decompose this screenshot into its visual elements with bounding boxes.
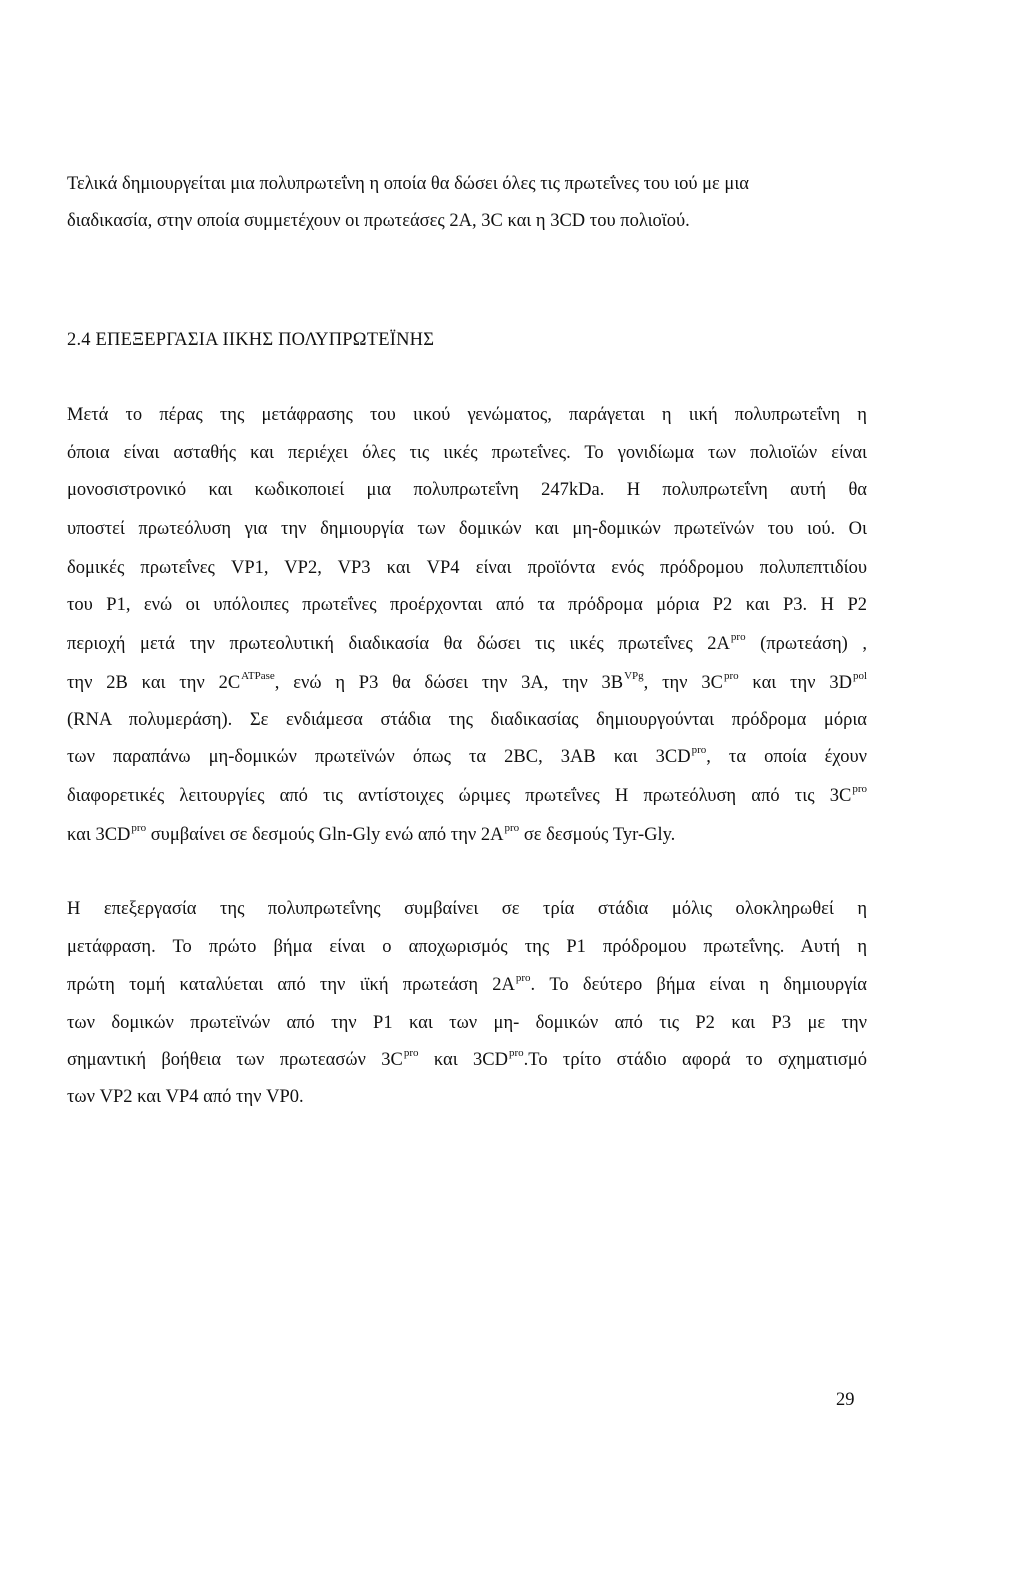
p2line5-text-b: και 3CD	[418, 1050, 508, 1070]
p2line5-sup-pro-1: pro	[403, 1047, 419, 1059]
paragraph2-line-5	[67, 1047, 867, 1071]
paragraph2-line-1: Η επεξεργασία της πολυπρωτεΐνης συμβαίνει σε τρία στάδια μόλις ολοκληρωθεί η	[67, 899, 867, 919]
p2line5-sup-pro-2: pro	[509, 1047, 524, 1059]
line8-text-b: , ενώ η P3 θα δώσει την 3A, την 3B	[274, 673, 624, 693]
paragraph2-line-3	[67, 972, 867, 996]
line8-sup-pro: pro	[723, 670, 739, 682]
p2line3-text-a: πρώτη τομή καταλύεται από την ιϊκή πρωτεάση 2A	[67, 975, 515, 995]
paragraph1-line-12	[67, 822, 676, 846]
line8-sup-pol: pol	[852, 670, 867, 682]
line12-text-a: και 3CD	[67, 825, 131, 845]
line8-text-d: και την 3D	[738, 673, 852, 693]
line10-text-a: των παραπάνω μη-δομικών πρωτεϊνών όπως τα 2BC, 3AB και 3CD	[67, 747, 691, 767]
paragraph1-line-3: μονοσιστρονικό και κωδικοποιεί μια πολυπρωτεΐνη 247kDa. Η πολυπρωτεΐνη αυτή θα	[67, 480, 867, 500]
line7-sup-pro: pro	[730, 631, 746, 643]
line7-text-a: περιοχή μετά την πρωτεολυτική διαδικασία θα δώσει τις ιικές πρωτεΐνες 2A	[67, 634, 730, 654]
paragraph1-line-5: δομικές πρωτεΐνες VP1, VP2, VP3 και VP4 είναι προϊόντα ενός πρόδρομου πολυπεπτιδίου	[67, 558, 867, 578]
line12-text-b: συμβαίνει σε δεσμούς Gln-Gly ενώ από την 2A	[146, 825, 504, 845]
p2line5-text-a: σημαντική βοήθεια των πρωτεασών 3C	[67, 1050, 403, 1070]
paragraph2-line-4: των δομικών πρωτεϊνών από την P1 και των μη- δομικών από τις P2 και P3 με την	[67, 1013, 867, 1033]
line11-text-a: διαφορετικές λειτουργίες από τις αντίστοιχες ώριμες πρωτεΐνες Η πρωτεόλυση από τις 3C	[67, 786, 852, 806]
intro-line-1: Τελικά δημιουργείται μια πολυπρωτεΐνη η οποία θα δώσει όλες τις πρωτεΐνες του ιού με μια	[67, 174, 749, 194]
paragraph2-line-6: των VP2 και VP4 από την VP0.	[67, 1087, 304, 1107]
p2line3-text-b: . Το δεύτερο βήμα είναι η δημιουργία	[530, 975, 867, 995]
line8-text-a: την 2B και την 2C	[67, 673, 241, 693]
line10-sup-pro: pro	[691, 744, 707, 756]
line11-sup-pro: pro	[852, 783, 867, 795]
line8-sup-atpase: ATPase	[241, 670, 275, 682]
paragraph1-line-11	[67, 783, 867, 807]
line12-sup-pro-2: pro	[504, 822, 520, 834]
paragraph1-line-4: υποστεί πρωτεόλυση για την δημιουργία των δομικών και μη-δομικών πρωτεϊνών του ιού. Οι	[67, 519, 867, 539]
paragraph1-line-6: του P1, ενώ οι υπόλοιπες πρωτεΐνες προέρχονται από τα πρόδρομα μόρια P2 και P3. Η P2	[67, 595, 867, 615]
paragraph1-line-8	[67, 670, 867, 694]
paragraph1-line-10	[67, 744, 867, 768]
paragraph1-line-2: όποια είναι ασταθής και περιέχει όλες τις ιικές πρωτεΐνες. Το γονιδίωμα των πολιοϊών είναι	[67, 443, 867, 463]
intro-line-2: διαδικασία, στην οποία συμμετέχουν οι πρωτεάσες 2A, 3C και η 3CD του πολιοϊού.	[67, 211, 690, 231]
paragraph1-line-7	[67, 631, 867, 655]
page-number: 29	[836, 1390, 855, 1410]
line12-text-c: σε δεσμούς Tyr-Gly.	[519, 825, 676, 845]
p2line3-sup-pro: pro	[515, 972, 531, 984]
paragraph1-line-1: Μετά το πέρας της μετάφρασης του ιικού γενώματος, παράγεται η ιική πολυπρωτεΐνη η	[67, 405, 867, 425]
paragraph2-line-2: μετάφραση. Το πρώτο βήμα είναι ο αποχωρισμός της P1 πρόδρομου πρωτεΐνης. Αυτή η	[67, 937, 867, 957]
line7-text-b: (πρωτεάση) ,	[745, 634, 867, 654]
paragraph1-line-9: (RNA πολυμεράση). Σε ενδιάμεσα στάδια της διαδικασίας δημιουργούνται πρόδρομα μόρια	[67, 710, 867, 730]
p2line5-text-c: .Το τρίτο στάδιο αφορά το σχηματισμό	[523, 1050, 867, 1070]
line12-sup-pro-1: pro	[131, 822, 147, 834]
section-heading: 2.4 ΕΠΕΞΕΡΓΑΣΙΑ ΙΙΚΗΣ ΠΟΛΥΠΡΩΤΕΪΝΗΣ	[67, 330, 435, 350]
line8-sup-vpg: VPg	[624, 670, 644, 682]
line8-text-c: , την 3C	[643, 673, 723, 693]
line10-text-b: , τα οποία έχουν	[706, 747, 867, 767]
